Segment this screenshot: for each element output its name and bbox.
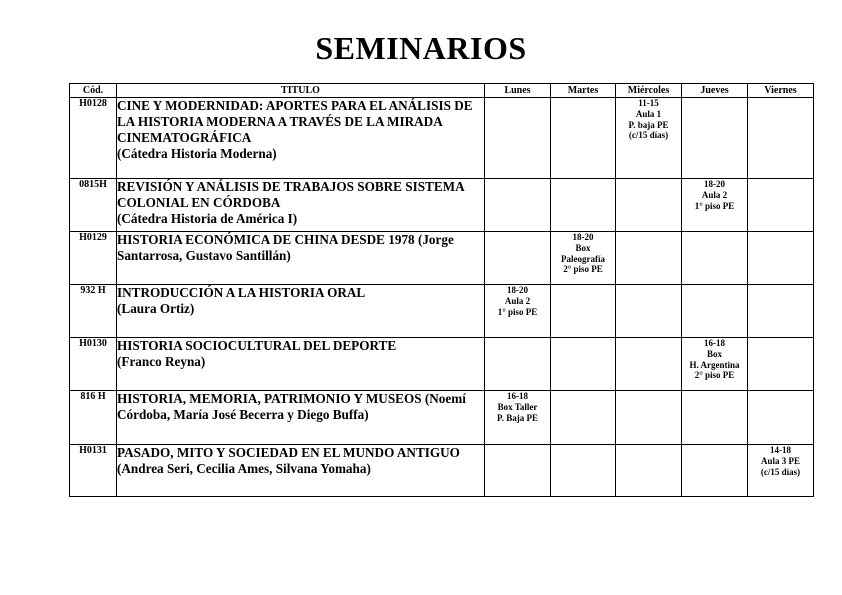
table-row bbox=[70, 285, 814, 338]
page-title: SEMINARIOS bbox=[315, 30, 527, 66]
col-header-wednesday: Miércoles bbox=[616, 84, 682, 98]
course-code: 816 H bbox=[70, 391, 117, 445]
slot-thursday bbox=[682, 98, 748, 179]
slot-monday bbox=[485, 445, 551, 497]
col-header-title: TITULO bbox=[117, 84, 485, 98]
slot-tuesday bbox=[551, 391, 616, 445]
slot-tuesday bbox=[551, 98, 616, 179]
course-name: HISTORIA SOCIOCULTURAL DEL DEPORTE bbox=[117, 338, 397, 353]
col-header-thursday: Jueves bbox=[682, 84, 748, 98]
course-teachers: (Franco Reyna) bbox=[117, 354, 206, 369]
slot-line: Box Taller bbox=[497, 401, 538, 412]
slot-line: 16-18 bbox=[704, 338, 725, 348]
slot-line: 2° piso PE bbox=[694, 370, 735, 381]
slot-monday bbox=[485, 391, 551, 445]
slot-line: 18-20 bbox=[507, 285, 528, 295]
course-title-cell bbox=[117, 391, 485, 445]
table-row bbox=[70, 338, 814, 391]
course-name: PASADO, MITO Y SOCIEDAD EN EL MUNDO ANTIGUO bbox=[117, 445, 460, 460]
slot-wednesday bbox=[616, 98, 682, 179]
slot-monday bbox=[485, 285, 551, 338]
course-name: INTRODUCCIÓN A LA HISTORIA ORAL bbox=[117, 285, 366, 300]
course-title-cell bbox=[117, 179, 485, 232]
course-title-cell bbox=[117, 98, 485, 179]
course-teachers: (Cátedra Historia Moderna) bbox=[117, 146, 277, 161]
col-header-monday: Lunes bbox=[485, 84, 551, 98]
slot-monday bbox=[485, 338, 551, 391]
slot-line: 2° piso PE bbox=[563, 264, 603, 275]
slot-friday bbox=[748, 338, 814, 391]
slot-tuesday bbox=[551, 338, 616, 391]
slot-monday bbox=[485, 232, 551, 285]
course-code: 0815H bbox=[70, 179, 117, 232]
header-row bbox=[70, 84, 814, 98]
slot-thursday bbox=[682, 445, 748, 497]
table-row bbox=[70, 445, 814, 497]
slot-monday bbox=[485, 98, 551, 179]
slot-line: 11-15 bbox=[638, 98, 659, 108]
slot-friday bbox=[748, 391, 814, 445]
slot-thursday bbox=[682, 391, 748, 445]
slot-line: Aula 3 PE bbox=[760, 455, 800, 466]
slot-friday bbox=[748, 285, 814, 338]
slot-line: 18-20 bbox=[704, 179, 725, 189]
course-teachers: (Noemí Córdoba, María José Becerra y Diego Buffa) bbox=[117, 391, 466, 422]
slot-line: Aula 2 bbox=[701, 189, 728, 200]
slot-line: (c/15 días) bbox=[628, 130, 669, 141]
course-teachers: (Andrea Seri, Cecilia Ames, Silvana Yomaha) bbox=[117, 461, 371, 476]
course-teachers: (Cátedra Historia de América I) bbox=[117, 211, 298, 226]
course-teachers: (Jorge Santarrosa, Gustavo Santillán) bbox=[117, 232, 454, 263]
slot-line: Paleografía bbox=[561, 253, 605, 264]
slot-wednesday bbox=[616, 232, 682, 285]
slot-wednesday bbox=[616, 338, 682, 391]
course-title-cell bbox=[117, 445, 485, 497]
slot-line: Box bbox=[706, 348, 722, 359]
seminars-schedule-table bbox=[69, 83, 814, 497]
slot-monday bbox=[485, 179, 551, 232]
slot-tuesday bbox=[551, 232, 616, 285]
slot-wednesday bbox=[616, 391, 682, 445]
slot-wednesday bbox=[616, 445, 682, 497]
course-title-cell bbox=[117, 285, 485, 338]
slot-line: 14-18 bbox=[770, 445, 791, 455]
slot-line: 1° piso PE bbox=[694, 200, 735, 211]
slot-thursday bbox=[682, 338, 748, 391]
slot-line: H. Argentina bbox=[689, 359, 740, 370]
slot-line: Aula 1 bbox=[635, 108, 662, 119]
table-row bbox=[70, 179, 814, 232]
table-row bbox=[70, 391, 814, 445]
course-name: HISTORIA, MEMORIA, PATRIMONIO Y MUSEOS bbox=[117, 391, 422, 406]
slot-line: 16-18 bbox=[507, 391, 528, 401]
slot-friday bbox=[748, 179, 814, 232]
slot-line: Aula 2 bbox=[504, 295, 531, 306]
course-title-cell bbox=[117, 338, 485, 391]
table-row bbox=[70, 232, 814, 285]
course-code: H0128 bbox=[70, 98, 117, 179]
course-name: HISTORIA ECONÓMICA DE CHINA DESDE 1978 bbox=[117, 232, 415, 247]
slot-tuesday bbox=[551, 445, 616, 497]
course-code: H0131 bbox=[70, 445, 117, 497]
slot-line: 18-20 bbox=[572, 232, 594, 242]
slot-line: 1° piso PE bbox=[497, 306, 538, 317]
course-code: H0129 bbox=[70, 232, 117, 285]
slot-line: (c/15 días) bbox=[760, 466, 801, 477]
table-row bbox=[70, 98, 814, 179]
slot-tuesday bbox=[551, 179, 616, 232]
col-header-friday: Viernes bbox=[748, 84, 814, 98]
slot-line: P. baja PE bbox=[628, 119, 669, 130]
slot-friday bbox=[748, 98, 814, 179]
slot-thursday bbox=[682, 232, 748, 285]
slot-tuesday bbox=[551, 285, 616, 338]
col-header-code: Cód. bbox=[70, 84, 117, 98]
slot-wednesday bbox=[616, 179, 682, 232]
course-name: CINE Y MODERNIDAD: APORTES PARA EL ANÁLISIS DE LA HISTORIA MODERNA A TRAVÉS DE LA MIRADA CINEMATOGRÁFICA bbox=[117, 98, 473, 145]
course-name: REVISIÓN Y ANÁLISIS DE TRABAJOS SOBRE SISTEMA COLONIAL EN CÓRDOBA bbox=[117, 179, 464, 210]
col-header-tuesday: Martes bbox=[551, 84, 616, 98]
course-code: 932 H bbox=[70, 285, 117, 338]
slot-line: Box bbox=[575, 242, 591, 253]
slot-thursday bbox=[682, 285, 748, 338]
slot-wednesday bbox=[616, 285, 682, 338]
course-teachers: (Laura Ortiz) bbox=[117, 301, 195, 316]
slot-thursday bbox=[682, 179, 748, 232]
course-code: H0130 bbox=[70, 338, 117, 391]
slot-line: P. Baja PE bbox=[497, 412, 538, 423]
slot-friday bbox=[748, 232, 814, 285]
course-title-cell bbox=[117, 232, 485, 285]
slot-friday bbox=[748, 445, 814, 497]
